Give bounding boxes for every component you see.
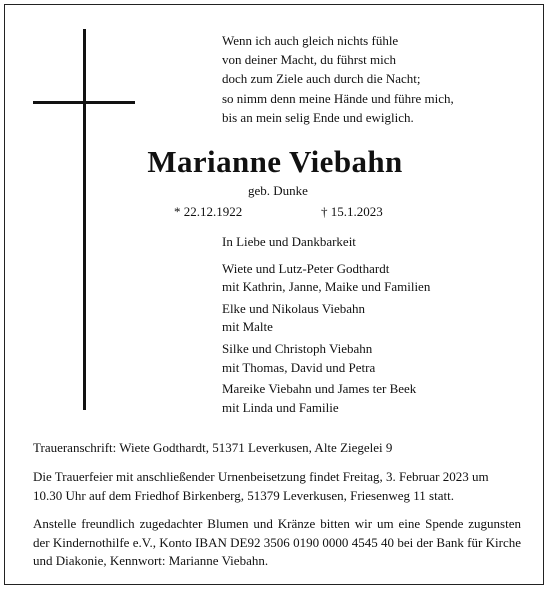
mourner-line: Wiete und Lutz-Peter Godthardt	[222, 260, 390, 276]
birth-name: geb. Dunke	[248, 183, 308, 198]
mourning-address: Traueranschrift: Wiete Godthardt, 51371 Leverkusen, Alte Ziegelei 9	[33, 440, 393, 455]
poem-line: doch zum Ziele auch durch die Nacht;	[222, 71, 421, 87]
mourners-intro: In Liebe und Dankbarkeit	[222, 234, 356, 249]
deceased-name: Marianne Viebahn	[147, 144, 403, 179]
mourner-group	[222, 260, 430, 297]
poem-line: Wenn ich auch gleich nichts fühle	[222, 33, 399, 48]
poem	[222, 31, 454, 127]
mourner-group	[222, 300, 430, 337]
mourner-line: Silke und Christoph Viebahn	[222, 340, 373, 356]
mourner-line: mit Malte	[222, 319, 273, 335]
poem-line: von deiner Macht, du führst mich	[222, 52, 397, 68]
poem-line: so nimm denn meine Hände und führe mich,	[222, 90, 454, 106]
donation-notice: Anstelle freundlich zugedachter Blumen und Kränze bitten wir um eine Spende zugunsten der Kindernothilfe e.V., Konto IBAN DE92 3506 0190 0000 4545 40 bei der Bank für Kirche und Diakonie, Kennwort: Marianne Viebahn.	[33, 516, 521, 569]
mourner-line: mit Linda und Familie	[222, 399, 339, 415]
mourner-line: mit Kathrin, Janne, Maike und Familien	[222, 279, 431, 295]
birth-date: * 22.12.1922	[174, 204, 243, 219]
mourner-group	[222, 380, 430, 417]
mourner-line: Mareike Viebahn und James ter Beek	[222, 381, 417, 397]
cross-vertical-bar	[83, 29, 86, 410]
funeral-notice: Die Trauerfeier mit anschließender Urnenbeisetzung findet Freitag, 3. Februar 2023 um 10.30 Uhr auf dem Friedhof Birkenberg, 51379 Leverkusen, Friesenweg 11 statt.	[33, 469, 489, 503]
cross-horizontal-bar	[33, 101, 135, 104]
mourners-list	[222, 233, 430, 420]
mourner-line: mit Thomas, David und Petra	[222, 359, 376, 375]
mourner-group	[222, 340, 430, 377]
poem-line: bis an mein selig Ende und ewiglich.	[222, 109, 414, 125]
death-date: † 15.1.2023	[321, 204, 383, 219]
mourner-line: Elke und Nikolaus Viebahn	[222, 300, 366, 316]
